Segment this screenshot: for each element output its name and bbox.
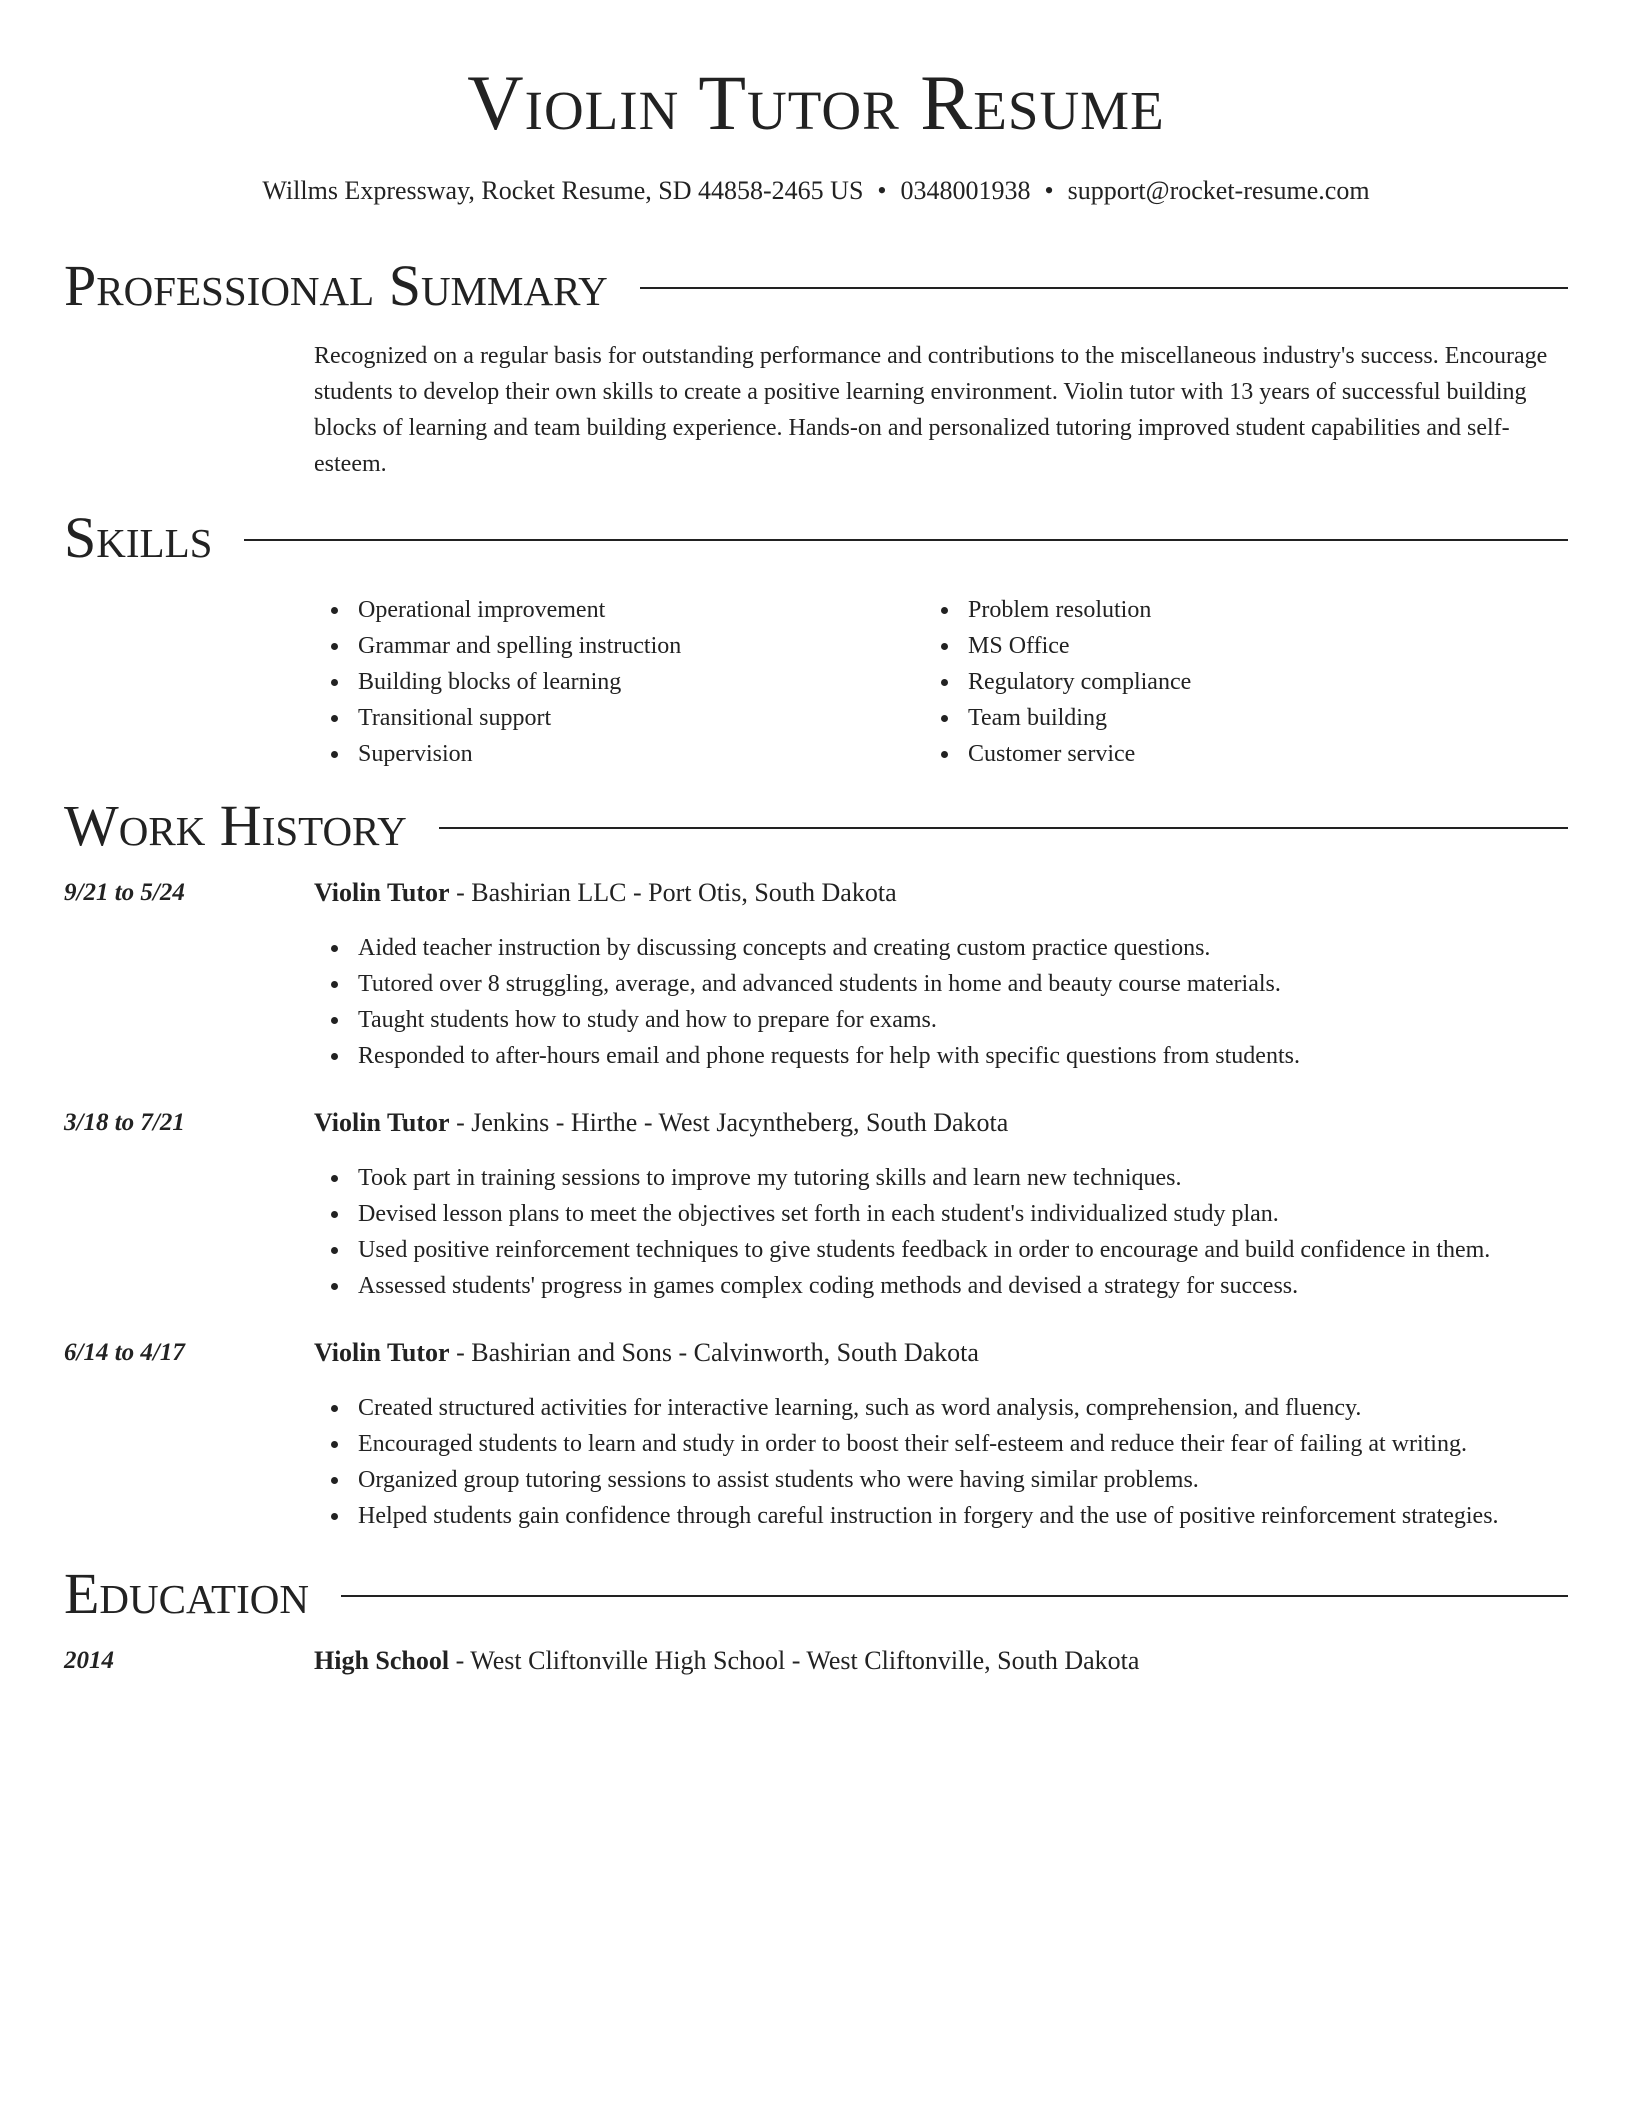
job-bullets [314, 1160, 1568, 1304]
section-header-education [64, 1562, 1568, 1626]
section-divider [244, 539, 1568, 541]
skills-list-right [924, 592, 1191, 772]
section-divider [640, 287, 1568, 289]
section-header-skills [64, 506, 1568, 570]
section-title-education: Education [64, 1561, 309, 1626]
job-bullet: Tutored over 8 struggling, average, and advanced students in home and beauty course materials. [314, 966, 1568, 1002]
skill-item: Customer service [924, 736, 1191, 772]
skill-item: Problem resolution [924, 592, 1191, 628]
job-dates: 9/21 to 5/24 [64, 879, 185, 906]
job-heading [314, 1336, 979, 1370]
job-employer: - Bashirian LLC - Port Otis, South Dakota [449, 878, 897, 907]
job-bullets [314, 930, 1568, 1074]
job-bullet: Took part in training sessions to improve my tutoring skills and learn new techniques. [314, 1160, 1568, 1196]
job-employer: - Jenkins - Hirthe - West Jacyntheberg, South Dakota [449, 1108, 1009, 1137]
job-role: Violin Tutor [314, 878, 450, 907]
skill-item: Operational improvement [314, 592, 681, 628]
job-bullet: Devised lesson plans to meet the objectives set forth in each student's individualized study plan. [314, 1196, 1568, 1232]
job-heading [314, 876, 897, 910]
contact-email: support@rocket-resume.com [1067, 176, 1370, 205]
contact-separator: • [877, 176, 887, 205]
job-role: Violin Tutor [314, 1338, 450, 1367]
education-school: - West Cliftonville High School - West Cliftonville, South Dakota [449, 1646, 1140, 1675]
job-bullet: Aided teacher instruction by discussing concepts and creating custom practice questions. [314, 930, 1568, 966]
contact-phone: 0348001938 [900, 176, 1031, 205]
job-role: Violin Tutor [314, 1108, 450, 1137]
job-dates: 6/14 to 4/17 [64, 1339, 185, 1366]
resume-title: Violin Tutor Resume [467, 59, 1165, 146]
skill-item: Team building [924, 700, 1191, 736]
section-title-work: Work History [64, 793, 407, 858]
job-heading [314, 1106, 1008, 1140]
section-divider [439, 827, 1568, 829]
skill-item: Regulatory compliance [924, 664, 1191, 700]
education-heading [314, 1644, 1139, 1678]
job-bullet: Assessed students' progress in games complex coding methods and devised a strategy for success. [314, 1268, 1568, 1304]
education-year: 2014 [64, 1647, 114, 1674]
skill-item: Supervision [314, 736, 681, 772]
contact-line [0, 174, 1632, 208]
section-divider [341, 1595, 1568, 1597]
skills-list-left [314, 592, 681, 772]
education-degree: High School [314, 1646, 450, 1675]
section-title-summary: Professional Summary [64, 253, 608, 318]
job-bullet: Used positive reinforcement techniques to give students feedback in order to encourage and build confidence in them. [314, 1232, 1568, 1268]
job-dates: 3/18 to 7/21 [64, 1109, 185, 1136]
section-header-summary [64, 254, 1568, 318]
contact-address: Willms Expressway, Rocket Resume, SD 44858-2465 US [262, 176, 864, 205]
skill-item: MS Office [924, 628, 1191, 664]
job-bullet: Encouraged students to learn and study in order to boost their self-esteem and reduce their fear of failing at writing. [314, 1426, 1568, 1462]
skill-item: Building blocks of learning [314, 664, 681, 700]
section-title-skills: Skills [64, 505, 213, 570]
contact-separator: • [1044, 176, 1054, 205]
job-bullet: Organized group tutoring sessions to assist students who were having similar problems. [314, 1462, 1568, 1498]
job-bullet: Taught students how to study and how to prepare for exams. [314, 1002, 1568, 1038]
job-bullet: Helped students gain confidence through careful instruction in forgery and the use of positive reinforcement strategies. [314, 1498, 1568, 1534]
skill-item: Grammar and spelling instruction [314, 628, 681, 664]
job-bullet: Created structured activities for interactive learning, such as word analysis, comprehension, and fluency. [314, 1390, 1568, 1426]
skill-item: Transitional support [314, 700, 681, 736]
job-bullets [314, 1390, 1568, 1534]
job-employer: - Bashirian and Sons - Calvinworth, South Dakota [449, 1338, 979, 1367]
job-bullet: Responded to after-hours email and phone requests for help with specific questions from students. [314, 1038, 1568, 1074]
section-header-work [64, 794, 1568, 858]
summary-text: Recognized on a regular basis for outstanding performance and contributions to the miscellaneous industry's success. Encourage students to develop their own skills to create a positive learning environment. Violin tutor with 13 years of successful building blocks of learning and team building experience. Hands-on and personalized tutoring improved student capabilities and self-esteem. [314, 343, 1548, 477]
